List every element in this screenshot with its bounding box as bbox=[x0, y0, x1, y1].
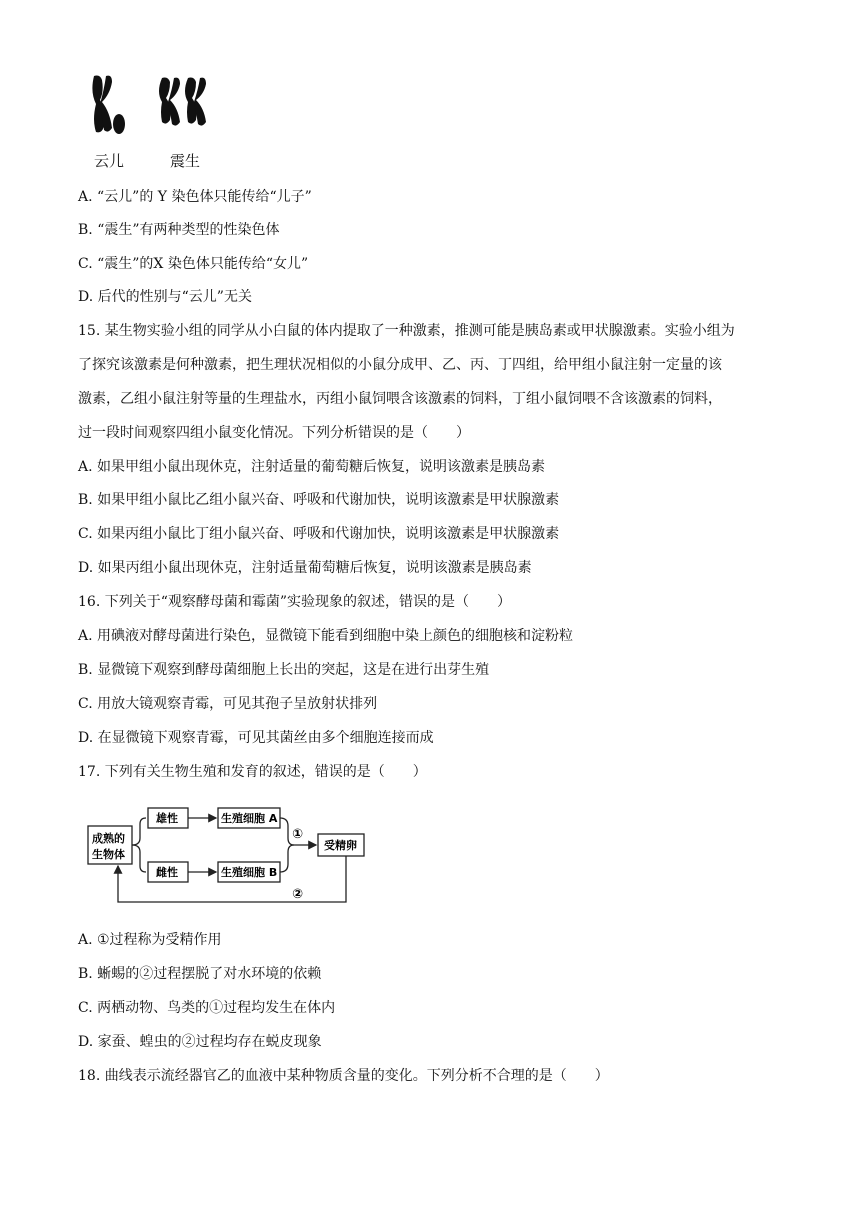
q17-option-b: B. 蜥蜴的②过程摆脱了对水环境的依赖 bbox=[78, 966, 322, 982]
q17-option-d: D. 家蚕、蝗虫的②过程均存在蜕皮现象 bbox=[78, 1034, 322, 1050]
zygote-label: 受精卵 bbox=[324, 839, 357, 852]
q16-option-b: B. 显微镜下观察到酵母菌细胞上长出的突起，这是在进行出芽生殖 bbox=[78, 662, 490, 678]
q17-option-c: C. 两栖动物、鸟类的①过程均发生在体内 bbox=[78, 1000, 336, 1016]
chromosome-image bbox=[88, 70, 228, 140]
q15-stem-line-4: 过一段时间观察四组小鼠变化情况。下列分析错误的是（ ） bbox=[78, 425, 470, 441]
reproduction-diagram-svg bbox=[84, 800, 384, 910]
mature-label-2: 生物体 bbox=[92, 848, 125, 861]
q15-option-b: B. 如果甲组小鼠比乙组小鼠兴奋、呼吸和代谢加快，说明该激素是甲状腺激素 bbox=[78, 492, 560, 508]
q15-stem-line-3: 激素，乙组小鼠注射等量的生理盐水，丙组小鼠饲喂含该激素的饲料，丁组小鼠饲喂不含该激素的饲料， bbox=[78, 391, 722, 407]
q18-stem: 18. 曲线表示流经器官乙的血液中某种物质含量的变化。下列分析不合理的是（ ） bbox=[78, 1068, 609, 1084]
q17-option-a: A. ①过程称为受精作用 bbox=[78, 932, 222, 948]
q16-stem: 16. 下列关于“观察酵母菌和霉菌”实验现象的叙述，错误的是（ ） bbox=[78, 594, 512, 610]
q14-option-a: A. “云儿”的 Y 染色体只能传给“儿子” bbox=[78, 189, 312, 205]
female-label: 雌性 bbox=[156, 866, 178, 879]
q14-option-b: B. “震生”有两种类型的性染色体 bbox=[78, 222, 280, 238]
mature-label-1: 成熟的 bbox=[92, 832, 125, 845]
reproduction-diagram bbox=[84, 800, 384, 910]
q15-option-d: D. 如果丙组小鼠出现休克，注射适量葡萄糖后恢复，说明该激素是胰岛素 bbox=[78, 560, 532, 576]
q16-option-d: D. 在显微镜下观察青霉，可见其菌丝由多个细胞连接而成 bbox=[78, 730, 434, 746]
q15-option-a: A. 如果甲组小鼠出现休克，注射适量的葡萄糖后恢复，说明该激素是胰岛素 bbox=[78, 459, 546, 475]
male-label: 雄性 bbox=[156, 812, 178, 825]
q17-stem: 17. 下列有关生物生殖和发育的叙述，错误的是（ ） bbox=[78, 764, 427, 780]
q14-option-d: D. 后代的性别与“云儿”无关 bbox=[78, 289, 252, 305]
step1-label: ① bbox=[292, 827, 304, 842]
q14-option-c: C. “震生”的X 染色体只能传给“女儿” bbox=[78, 256, 309, 272]
q16-option-c: C. 用放大镜观察青霉，可见其孢子呈放射状排列 bbox=[78, 696, 378, 712]
q15-option-c: C. 如果丙组小鼠比丁组小鼠兴奋、呼吸和代谢加快，说明该激素是甲状腺激素 bbox=[78, 526, 560, 542]
chromosome-figure bbox=[88, 70, 228, 170]
q15-stem-line-2: 了探究该激素是何种激素，把生理状况相似的小鼠分成甲、乙、丙、丁四组，给甲组小鼠注射一定量的该 bbox=[78, 357, 722, 373]
q15-stem-line-1: 15. 某生物实验小组的同学从小白鼠的体内提取了一种激素，推测可能是胰岛素或甲状腺激素。实验小组为 bbox=[78, 323, 735, 339]
cell-b-label: 生殖细胞 B bbox=[221, 866, 278, 879]
cell-a-label: 生殖细胞 A bbox=[221, 812, 278, 825]
caption-yuner: 云儿 bbox=[94, 152, 125, 170]
step2-label: ② bbox=[292, 887, 304, 902]
caption-zhensheng: 震生 bbox=[170, 152, 201, 170]
q16-option-a: A. 用碘液对酵母菌进行染色，显微镜下能看到细胞中染上颜色的细胞核和淀粉粒 bbox=[78, 628, 574, 644]
